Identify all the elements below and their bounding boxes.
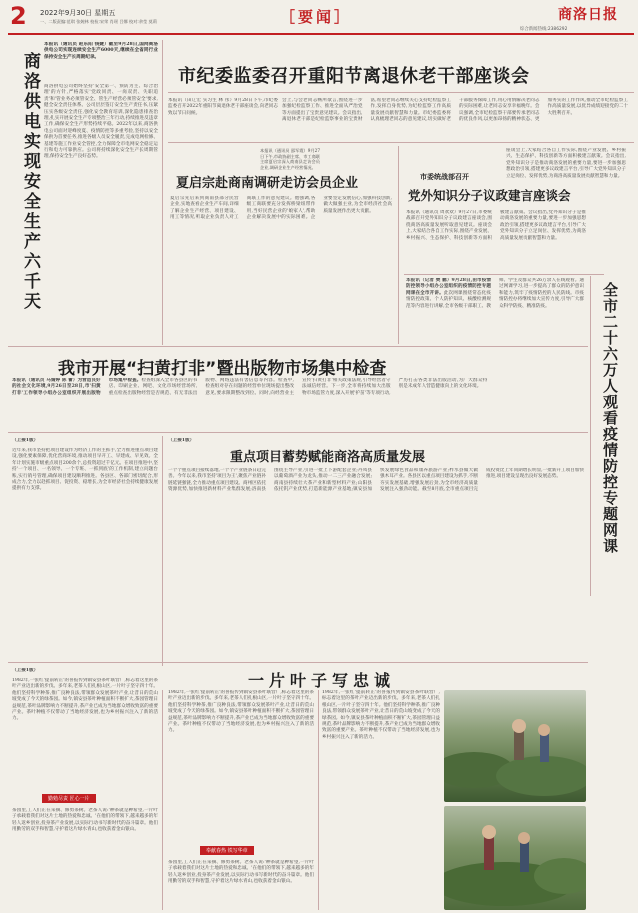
continued-kicker: （上接1版） bbox=[12, 438, 39, 443]
saohuang-headline: 我市开展“扫黄打非”暨出版物市场集中检查 bbox=[58, 359, 387, 379]
tongzhan-kicker: 市委统战部召开 bbox=[420, 173, 469, 181]
tea-body-right: 1982年,一张红'提前转正'的喜报传到镇安县茶叶联营厂,标志着这里的茶叶产业迈出新的步伐。多年来,老茶人们扎根山区,一片叶子坚守四十年。他们坚持科学种茶,推广良种良法,带领群众发展茶叶产业,让昔日的荒山坡变成了今天的绿茶园。如今,镇安县茶叶种植面积不断扩大,茶园管理日益规范,茶叶品牌影响力不断提升,茶产业已成为当地群众增收致富的重要产业。茶叶种植不仅带动了当地经济发展,也为乡村振兴注入了新的活力。 bbox=[322, 690, 440, 740]
saohuang-byline: 本报讯（通讯员 马婧婷 陈 蕾）为营造良好的社会文化环境,9月26日至28日,市'扫黄打非'工作领导小组办公室组织开展出版物市场集中检查。 bbox=[12, 378, 142, 396]
power-body: 商洛供电公司始终坚持'安全第一、预防为主、综合治理'的方针,严格落实'党政同责、一岗双责、失职追责'和'管业务必须管安全、管生产经营必须管安全'要求,健全安全责任体系。公司层层签订安全生产责任书,压紧压实各级安全责任,强化安全教育培训,深化隐患排查治理,扎实开展安全生产专项整治三年行动,持续推进反违章工作,确保安全生产形势持续平稳。2022年以来,商洛供电公司面对迎峰度夏、疫情防控等多重考验,坚持以安全保供为首要任务,推进各级人员安全履责,完成电网检修、基建等施工作业安全管控,全力保障全市电网安全稳定运行和电力可靠供应。公司将持续深化安全生产长周期管理,保持安全生产良好态势。 bbox=[44, 84, 158, 160]
continued-divider bbox=[162, 436, 163, 666]
epidemic-text: 此次网课围绕常态化疫情防控政策、个人防护知识、核酸检测规范等内容进行讲解,全市各级干部职工、教师、学生及群众共26万余人在线观看。通过网课学习,进一步提高了群众的防护意识和能力,筑牢了疫情防控的人民防线。市疫情防控办将继续加大宣传力度,引导广大群众科学防疫、精准防疫。 bbox=[406, 278, 584, 309]
tea-divider-1 bbox=[162, 690, 163, 910]
hotline: 综合新闻热线:2386292 bbox=[520, 27, 568, 32]
saohuang-text: 检查组深入全市各县区的书店、印刷企业、网吧、文化市场经营场所,重点检查出版物经营是否规范、有无非法出版物、网络违法有害信息等内容。检查中,检查组对存在问题的经营单位现场提出整改意见,要求限期整改到位。同时,向经营业主宣传'扫黄打非'相关政策法规,引导经营者守法诚信经营。下一步,全市将持续加大出版物市场监管力度,深入开展'护苗'等专项行动,严厉打击各类非法出版活动,为广大群众特别是未成年人营造健康向上的文化环境。 bbox=[108, 378, 488, 396]
xia-body: 夏启宗先后来到商南县部分民营企业,实地查看企业生产车间,详细了解企业生产经营、项目建设、用工等情况,听取企业负责人对工商联工作的意见建议。他强调,各级工商联要充分发挥桥梁纽带作用,当好民营企业的'娘家人',帮助企业解决发展中的实际困难。企业要坚定发展信心,加强科技创新,做大做强主业,为全市经济社会高质量发展作出更大贡献。 bbox=[170, 196, 392, 221]
tea-box-label-1: 勤勉尽责 匠心一片 bbox=[42, 794, 96, 803]
xia-byline: 本报讯（通讯员 邵军霞）9月27日下午,市政协副主席、市工商联主席夏启宗深入商南县走访会员企业,调研企业生产经营情况。 bbox=[260, 148, 320, 170]
discipline-body: 会上,与会老同志畅所欲言,围绕进一步加强纪检监察工作、推进全面从严治党等方面提出了宝贵意见建议。会议指出,离退休老干部是纪检监察事业的宝贵财富,希望老同志继续关心支持纪检监察工作,发挥自身优势,为纪检监察工作高质量发展贡献智慧和力量。市纪委监委将认真梳理老同志的意见建议,切实做好老干部服务保障工作,用心用情解决老同志的实际困难,让老同志安享幸福晚年。会议强调,全市纪检监察干部要传承老同志的优良作风,以更加昂扬的精神状态、更加务实的工作作风,推动全市纪检监察工作高质量发展,以优异成绩迎接党的二十大胜利召开。 bbox=[282, 98, 628, 123]
tea-body-left2: 茶园里,工人们正在采摘、修剪茶树。老茶人说:'种茶就是种希望,一片叶子承载着我们对这片土地的热爱和忠诚。'在他们的带领下,越来越多的年轻人返乡创业,投身茶产业发展,以实际行动书写新时代的奋斗篇章。他们用勤劳的双手和智慧,守护着这片绿水青山,也收获着金山银山。 bbox=[12, 808, 158, 833]
continued-body: 近年来,我市坚持把项目建设作为经济工作的主抓手,全力推进重点项目建设,强化要素保障,优化营商环境,推动项目早开工、早建成、早见效。全年计划实施市级重点项目200余个,总投资超过千亿元。在项目推进中,坚持'一个项目、一名领导、一个专班、一抓到底'的工作机制,建立问题台账,实行销号管理,确保项目建设顺利推进。各县区、各部门密切配合,形成合力,全力以赴抓项目、促投资、稳增长,为全市经济社会持续健康发展提供有力支撑。 bbox=[12, 448, 158, 492]
left-col-divider bbox=[162, 40, 163, 345]
xia-divider bbox=[398, 146, 399, 344]
tea-headline: 一片叶子写忠诚 bbox=[248, 671, 396, 690]
epidemic-body bbox=[406, 278, 584, 342]
tea-photo-bottom bbox=[444, 806, 586, 910]
tongzhan-byline: 本报讯（通讯员 周欢欢）9月27日,市委统战部召开党外知识分子议政建言座谈会,围绕商洛高质量发展听取意见建议。 bbox=[406, 210, 492, 228]
discipline-underline bbox=[168, 92, 634, 93]
epidemic-byline: 本报讯（记者 樊 鹏）9月28日,由市疫情防控领导小组办公室组织的疫情防控专题网课在全市开讲。 bbox=[406, 278, 491, 296]
tea-photo-top-art bbox=[444, 690, 586, 802]
saohuang-bottom-rule bbox=[8, 432, 588, 433]
keyproject-body: 一个个重点项目接续落地,一个个产业链条日趋完善。今年以来,我市坚持'项目为王',聚焦产业链补链延链强链,全力推动重点项目建设。商州区依托资源优势,加快推进新材料产业集群发展;洛南县围绕主导产业,引进一批上下游配套企业;丹凤县以葡萄酒产业为龙头,推动一二三产业融合发展;商南县持续壮大茶产业和新型材料产业;山阳县依托钒产业优势,打造新能源产业基地;镇安县加快发展绿色食品和康养旅游产业;柞水县做大做强木耳产业。各县区以重点项目建设为抓手,不断夯实发展基础,增强发展后劲,为全市经济高质量发展注入强劲动能。截至8月底,全市重点项目完成投资比上年同期增长明显,一批新开工项目加快推进,项目建设呈现出良好发展态势。 bbox=[168, 468, 584, 493]
xia-headline: 夏启宗赴商南调研走访会员企业 bbox=[176, 176, 359, 191]
tongzhan-headline: 党外知识分子议政建言座谈会 bbox=[408, 188, 571, 203]
tongzhan-text: 座谈会上,大家结合各自工作实际,围绕产业发展、乡村振兴、生态保护、科技创新等方面积极建言献策。会议指出,党外知识分子是推动商洛发展的重要力量,要进一步加强思想政治引领,搭建更多议政建言平台,引导广大党外知识分子立足岗位、发挥优势,为商洛高质量发展贡献智慧和力量。 bbox=[406, 210, 586, 241]
paper-logo: 商洛日报 bbox=[558, 7, 618, 23]
tongzhan-bottom-rule bbox=[404, 274, 604, 275]
saohuang-body bbox=[12, 378, 584, 428]
epidemic-divider bbox=[590, 276, 591, 596]
issue-date: 2022年9月30日 星期五 bbox=[40, 9, 116, 17]
keyproject-kicker: （上接1版） bbox=[168, 438, 195, 443]
keyproject-bottom-rule bbox=[8, 662, 588, 663]
power-headline: 商洛供电实现安全生产六千天 bbox=[20, 52, 40, 312]
tea-body-mid2: 茶园里,工人们正在采摘、修剪茶树。老茶人说:'种茶就是种希望,一片叶子承载着我们对这片土地的热爱和忠诚。'在他们的带领下,越来越多的年轻人返乡创业,投身茶产业发展,以实际行动书写新时代的奋斗篇章。他们用勤劳的双手和智慧,守护着这片绿水青山,也收获着金山银山。 bbox=[168, 860, 314, 885]
tongzhan-extra: 座谈会上,大家结合各自工作实际,围绕产业发展、乡村振兴、生态保护、科技创新等方面积极建言献策。会议指出,党外知识分子是推动商洛发展的重要力量,要进一步加强思想政治引领,搭建更多议政建言平台,引导广大党外知识分子立足岗位、发挥优势,为商洛高质量发展贡献智慧和力量。 bbox=[506, 148, 626, 179]
editors-line: 一、二版责编:范琪 张婉林 校检:宋荣 肖瑶 吕娜 校对:余莹 莫莉 bbox=[40, 19, 157, 24]
discipline-byline: 本报讯（田辽宏 实习生 林 彤）9月28日下午,市纪委监委召开2022年重阳节离退休老干部座谈会,向老同志致以节日问候。 bbox=[168, 98, 278, 116]
tea-kicker: （上接1版） bbox=[12, 668, 39, 673]
tongzhan-body bbox=[406, 210, 586, 270]
section-title: ［要闻］ bbox=[280, 8, 353, 26]
discipline-bottom-rule bbox=[168, 142, 634, 143]
tea-photo-top bbox=[444, 690, 586, 802]
epidemic-headline: 全市二十六万人观看疫情防控专题网课 bbox=[601, 282, 619, 554]
header-rule bbox=[8, 33, 634, 35]
tea-body-left: 1982年,一张红'提前转正'的喜报传到镇安县茶叶联营厂,标志着这里的茶叶产业迈出新的步伐。多年来,老茶人们扎根山区,一片叶子坚守四十年。他们坚持科学种茶,推广良种良法,带领群众发展茶叶产业,让昔日的荒山坡变成了今天的绿茶园。如今,镇安县茶叶种植面积不断扩大,茶园管理日益规范,茶叶品牌影响力不断提升,茶产业已成为当地群众增收致富的重要产业。茶叶种植不仅带动了当地经济发展,也为乡村振兴注入了新的活力。 bbox=[12, 678, 158, 722]
power-byline: 本报讯（通讯员 赵东阳 钱婕）截至9月28日,国网商洛供电公司实现连续安全生产6000天,继续在全省同行业保持安全生产长周期纪录。 bbox=[44, 42, 158, 60]
discipline-headline: 市纪委监委召开重阳节离退休老干部座谈会 bbox=[178, 66, 530, 87]
saohuang-top-rule bbox=[8, 346, 588, 347]
tea-body-mid: 1982年,一张红'提前转正'的喜报传到镇安县茶叶联营厂,标志着这里的茶叶产业迈出新的步伐。多年来,老茶人们扎根山区,一片叶子坚守四十年。他们坚持科学种茶,推广良种良法,带领群众发展茶叶产业,让昔日的荒山坡变成了今天的绿茶园。如今,镇安县茶叶种植面积不断扩大,茶园管理日益规范,茶叶品牌影响力不断提升,茶产业已成为当地群众增收致富的重要产业。茶叶种植不仅带动了当地经济发展,也为乡村振兴注入了新的活力。 bbox=[168, 690, 314, 734]
tea-photo-bottom-art bbox=[444, 806, 586, 910]
tea-divider-2 bbox=[318, 690, 319, 910]
tea-box-label-2: 奉献春热 铁写华章 bbox=[200, 846, 254, 855]
page-number: 2 bbox=[10, 2, 27, 30]
keyproject-headline: 重点项目蓄势赋能商洛高质量发展 bbox=[230, 450, 426, 465]
